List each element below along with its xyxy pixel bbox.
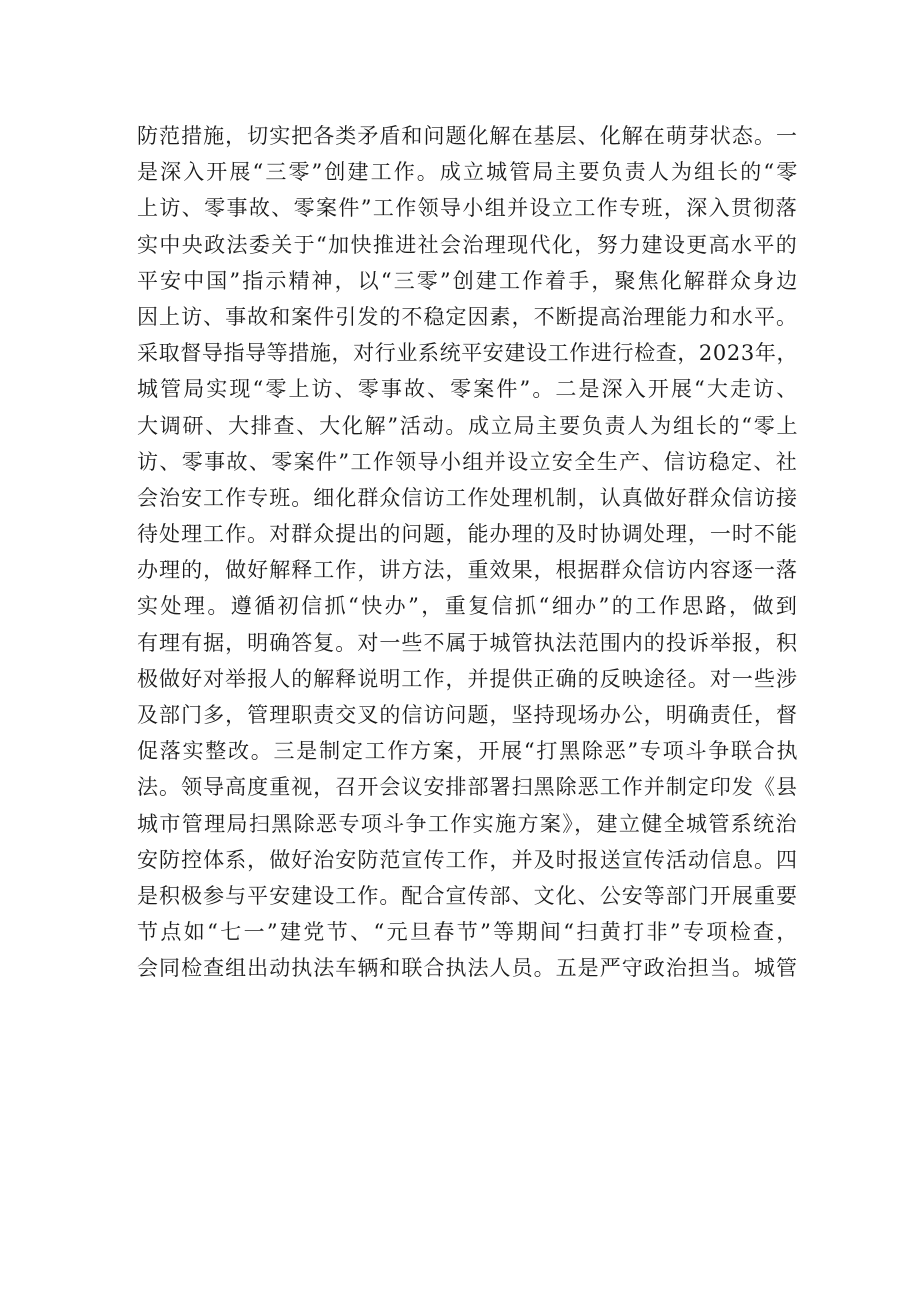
text-line-24: 会同检查组出动执法车辆和联合执法人员。五是严守政治担当。城管: [137, 956, 799, 981]
text-line-16: 极做好对举报人的解释说明工作，并提供正确的反映途径。对一些涉: [137, 666, 799, 691]
text-line-7: 采取督导指导等措施，对行业系统平安建设工作进行检查，2023年，: [137, 341, 799, 366]
text-line-5: 平安中国”指示精神，以“三零”创建工作着手，聚焦化解群众身边: [137, 268, 800, 293]
text-line-21: 安防控体系，做好治安防范宣传工作，并及时报送宣传活动信息。四: [137, 847, 799, 872]
text-line-14: 实处理。遵循初信抓“快办”，重复信抓“细办”的工作思路，做到: [137, 594, 800, 619]
text-line-11: 会治安工作专班。细化群众信访工作处理机制，认真做好群众信访接: [137, 485, 799, 510]
text-line-19: 法。领导高度重视，召开会议安排部署扫黑除恶工作并制定印发《县: [137, 775, 799, 800]
text-line-3: 上访、零事故、零案件”工作领导小组并设立工作专班，深入贯彻落: [137, 196, 799, 221]
text-line-20: 城市管理局扫黑除恶专项斗争工作实施方案》，建立健全城管系统治: [137, 811, 798, 836]
text-line-9: 大调研、大排查、大化解”活动。成立局主要负责人为组长的“零上: [137, 413, 800, 438]
text-line-22: 是积极参与平安建设工作。配合宣传部、文化、公安等部门开展重要: [137, 883, 799, 908]
text-line-10: 访、零事故、零案件”工作领导小组并设立安全生产、信访稳定、社: [137, 449, 799, 474]
text-line-1: 防范措施，切实把各类矛盾和问题化解在基层、化解在萌芽状态。一: [137, 124, 799, 148]
text-line-15: 有理有据，明确答复。对一些不属于城管执法范围内的投诉举报，积: [137, 630, 799, 655]
text-line-12: 待处理工作。对群众提出的问题，能办理的及时协调处理，一时不能: [137, 522, 799, 547]
text-line-23: 节点如“七一”建党节、“元旦春节”等期间“扫黄打非”专项检查，: [137, 920, 800, 945]
body-paragraph: [137, 118, 800, 987]
text-line-2: 是深入开展“三零”创建工作。成立城管局主要负责人为组长的“零: [137, 160, 800, 185]
text-line-17: 及部门多，管理职责交叉的信访问题，坚持现场办公，明确责任，督: [137, 703, 799, 727]
text-line-13: 办理的，做好解释工作，讲方法，重效果，根据群众信访内容逐一落: [137, 558, 799, 583]
text-line-6: 因上访、事故和案件引发的不稳定因素，不断提高治理能力和水平。: [137, 304, 799, 329]
text-line-18: 促落实整改。三是制定工作方案，开展“打黑除恶”专项斗争联合执: [137, 739, 800, 764]
text-line-8: 城管局实现“零上访、零事故、零案件”。二是深入开展“大走访、: [137, 377, 800, 402]
text-line-4: 实中央政法委关于“加快推进社会治理现代化，努力建设更高水平的: [137, 232, 799, 257]
